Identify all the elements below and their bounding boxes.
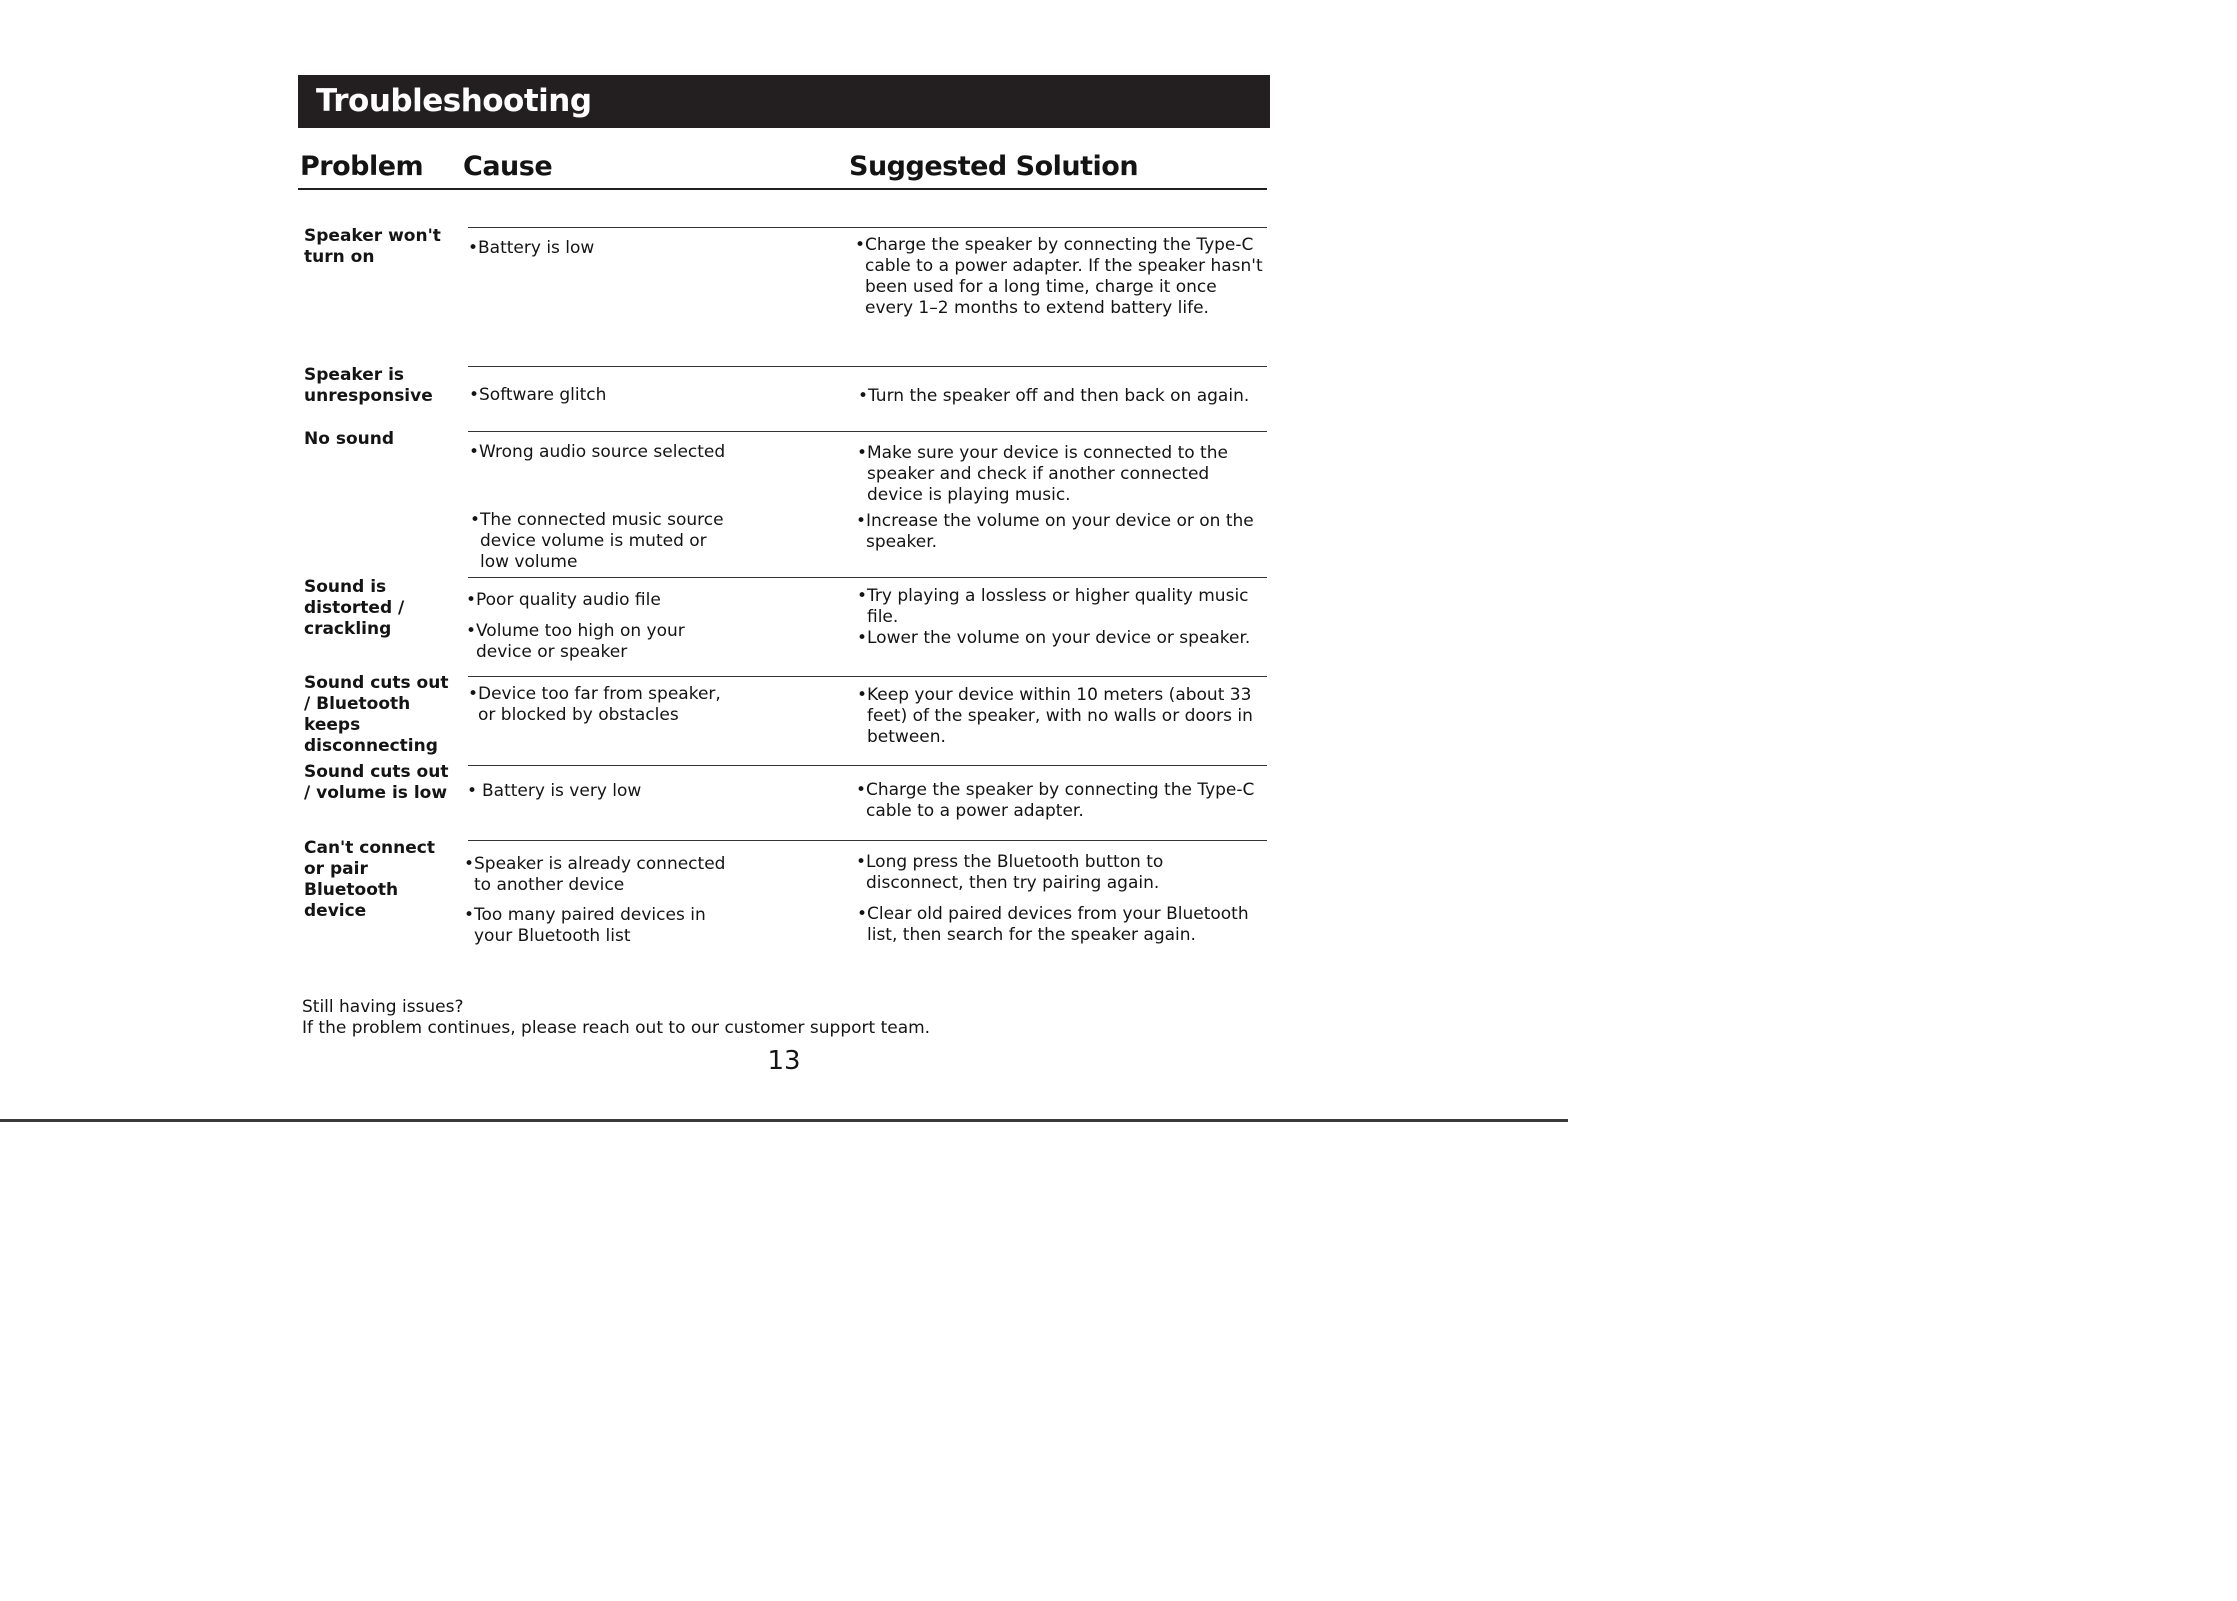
- header-rule: [298, 188, 1267, 190]
- solution-item: [857, 904, 1257, 946]
- cause-text: The connected music source device volume is muted or low volume: [480, 510, 724, 572]
- solution-text: Try playing a lossless or higher quality music file.: [867, 586, 1249, 627]
- cause-text: Battery is very low: [482, 781, 642, 801]
- problem-label: No sound: [304, 429, 394, 449]
- solution-text: Turn the speaker off and then back on again.: [868, 386, 1250, 406]
- cause-item: [470, 510, 730, 573]
- bullet: •: [856, 852, 867, 872]
- header-problem: Problem: [300, 151, 424, 182]
- bullet: •: [857, 904, 868, 924]
- cause-item: [464, 854, 739, 896]
- cause-item: [467, 781, 797, 802]
- bullet: •: [856, 780, 867, 800]
- bullet: •: [467, 781, 478, 801]
- bullet: •: [857, 443, 868, 463]
- bullet: •: [470, 510, 481, 530]
- problem-label: Can't connect or pair Bluetooth device: [304, 838, 435, 921]
- bullet: •: [468, 238, 479, 258]
- solution-item: [857, 443, 1242, 506]
- page-number: 13: [767, 1046, 801, 1076]
- solution-item: [855, 235, 1267, 319]
- cause-item: [464, 905, 719, 947]
- footer-support-note: If the problem continues, please reach out to our customer support team.: [302, 1018, 931, 1038]
- solution-text: Long press the Bluetooth button to disconnect, then try pairing again.: [866, 852, 1164, 893]
- bullet: •: [857, 685, 868, 705]
- cause-text: Battery is low: [478, 238, 595, 258]
- page-title: Troubleshooting: [316, 83, 592, 119]
- solution-text: Increase the volume on your device or on the speaker.: [866, 511, 1254, 552]
- solution-item: [858, 386, 1270, 407]
- row-divider: [468, 765, 1267, 766]
- solution-text: Make sure your device is connected to the speaker and check if another connected device is playing music.: [867, 443, 1228, 505]
- row-divider: [468, 840, 1267, 841]
- row-divider: [468, 431, 1267, 432]
- solution-text: Charge the speaker by connecting the Type-C cable to a power adapter.: [866, 780, 1255, 821]
- bullet: •: [466, 590, 477, 610]
- problem-label: Speaker won't turn on: [304, 226, 441, 267]
- row-divider: [468, 366, 1267, 367]
- cause-text: Wrong audio source selected: [479, 442, 726, 462]
- title-bar: [298, 75, 1270, 128]
- problem-label: Sound is distorted / crackling: [304, 577, 405, 639]
- cause-item: [468, 684, 733, 726]
- bullet: •: [856, 511, 867, 531]
- bullet: •: [468, 684, 479, 704]
- solution-item: [857, 628, 1269, 649]
- bullet: •: [858, 386, 869, 406]
- cause-item: [469, 385, 799, 406]
- solution-text: Clear old paired devices from your Bluetooth list, then search for the speaker again.: [867, 904, 1249, 945]
- solution-text: Charge the speaker by connecting the Type-C cable to a power adapter. If the speaker hasn't been used for a long time, charge it once every 1–2 months to extend battery life.: [865, 235, 1263, 318]
- row-divider: [468, 227, 1267, 228]
- bullet: •: [464, 905, 475, 925]
- solution-item: [857, 586, 1252, 628]
- bullet: •: [464, 854, 475, 874]
- solution-text: Lower the volume on your device or speaker.: [867, 628, 1251, 648]
- cause-item: [469, 442, 799, 463]
- row-divider: [468, 577, 1267, 578]
- bullet: •: [857, 586, 868, 606]
- row-divider: [468, 676, 1267, 677]
- bullet: •: [466, 621, 477, 641]
- solution-item: [856, 852, 1196, 894]
- cause-item: [466, 590, 796, 611]
- header-cause: Cause: [463, 151, 553, 182]
- cause-text: Software glitch: [479, 385, 607, 405]
- footer-question: Still having issues?: [302, 997, 464, 1017]
- cause-text: Device too far from speaker, or blocked by obstacles: [478, 684, 721, 725]
- bullet: •: [855, 235, 866, 255]
- cause-text: Too many paired devices in your Bluetooth list: [474, 905, 706, 946]
- bullet: •: [857, 628, 868, 648]
- problem-label: Speaker is unresponsive: [304, 365, 433, 406]
- bullet: •: [469, 385, 480, 405]
- problem-label: Sound cuts out / volume is low: [304, 762, 449, 803]
- problem-label: Sound cuts out / Bluetooth keeps disconnecting: [304, 673, 449, 756]
- solution-item: [856, 780, 1268, 822]
- solution-item: [856, 511, 1268, 553]
- header-solution: Suggested Solution: [849, 151, 1139, 182]
- cause-item: [466, 621, 706, 663]
- cause-text: Volume too high on your device or speaker: [476, 621, 685, 662]
- bullet: •: [469, 442, 480, 462]
- solution-item: [857, 685, 1257, 748]
- solution-text: Keep your device within 10 meters (about 33 feet) of the speaker, with no walls or doors in between.: [867, 685, 1253, 747]
- bottom-edge-rule: [0, 1119, 1568, 1122]
- cause-item: [468, 238, 798, 259]
- cause-text: Speaker is already connected to another device: [474, 854, 726, 895]
- cause-text: Poor quality audio file: [476, 590, 661, 610]
